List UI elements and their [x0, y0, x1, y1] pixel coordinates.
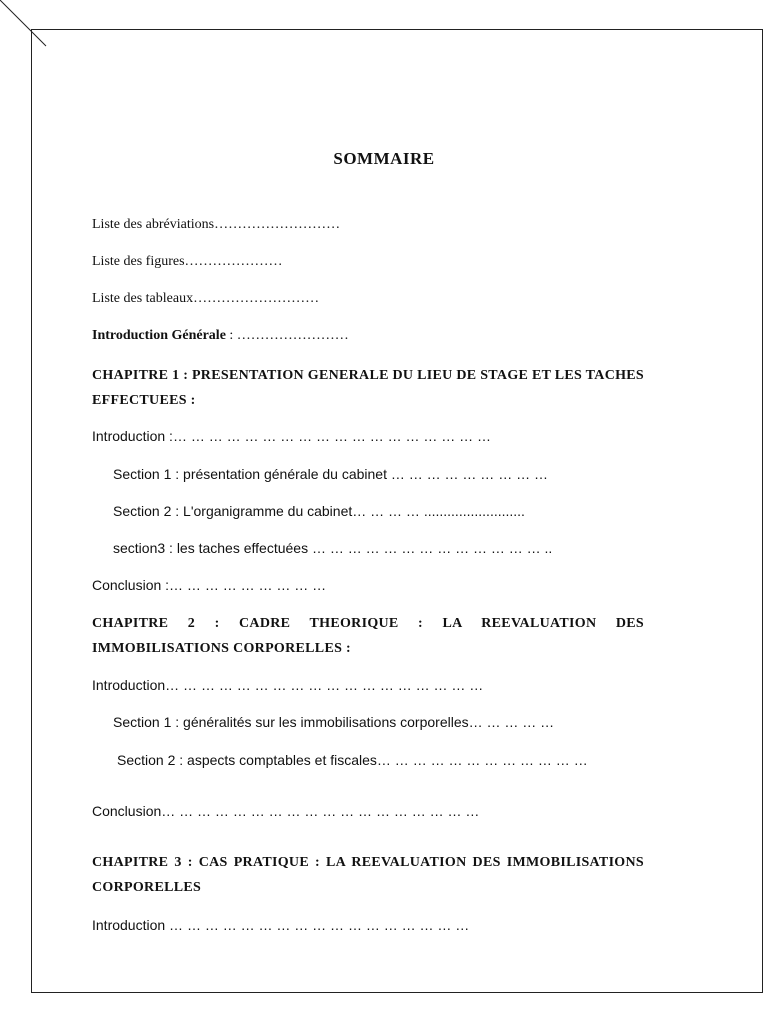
- chapter-1-introduction: Introduction :… … … … … … … … … … … … … … … … … …: [92, 428, 492, 444]
- chapter-1-section-2: Section 2 : L'organigramme du cabinet… … … … ..........................: [113, 503, 525, 519]
- chapter-1-section-3: section3 : les taches effectuées … … … … … … … … … … … … … ..: [113, 540, 553, 556]
- chapter-2-section-1: Section 1 : généralités sur les immobilisations corporelles… … … … …: [113, 714, 555, 730]
- chapter-1-heading: CHAPITRE 1 : PRESENTATION GENERALE DU LIEU DE STAGE ET LES TACHES EFFECTUEES :: [92, 368, 645, 408]
- toc-label: Liste des abréviations: [92, 217, 215, 232]
- toc-entry-tables: [92, 291, 319, 307]
- chapter-2-conclusion: Conclusion… … … … … … … … … … … … … … … … … …: [92, 803, 480, 819]
- chapter-1-conclusion: Conclusion :… … … … … … … … …: [92, 577, 327, 593]
- chapter-3-introduction: Introduction … … … … … … … … … … … … … … … … …: [92, 917, 470, 933]
- toc-leader: …………………: [184, 254, 283, 269]
- toc-leader: : ……………………: [225, 328, 349, 343]
- chapter-2-section-2: Section 2 : aspects comptables et fiscales… … … … … … … … … … … …: [117, 752, 588, 768]
- toc-entry-figures: [92, 254, 283, 270]
- toc-leader: ………………………: [214, 217, 341, 232]
- chapter-2-heading: CHAPITRE 2 : CADRE THEORIQUE : LA REEVALUATION DES IMMOBILISATIONS CORPORELLES :: [92, 616, 644, 656]
- toc-label: Introduction Générale: [92, 328, 226, 343]
- toc-entry-abbreviations: [92, 217, 340, 233]
- toc-label: Liste des figures: [92, 254, 185, 269]
- document-title: SOMMAIRE: [333, 149, 435, 168]
- toc-entry-general-introduction: [92, 328, 349, 344]
- toc-leader: ………………………: [193, 291, 320, 306]
- chapter-3-heading: CHAPITRE 3 : CAS PRATIQUE : LA REEVALUATION DES IMMOBILISATIONS CORPORELLES: [92, 855, 644, 895]
- toc-label: Liste des tableaux: [92, 291, 194, 306]
- chapter-1-section-1: Section 1 : présentation générale du cabinet … … … … … … … … …: [113, 466, 548, 482]
- chapter-2-introduction: Introduction… … … … … … … … … … … … … … … … … …: [92, 677, 484, 693]
